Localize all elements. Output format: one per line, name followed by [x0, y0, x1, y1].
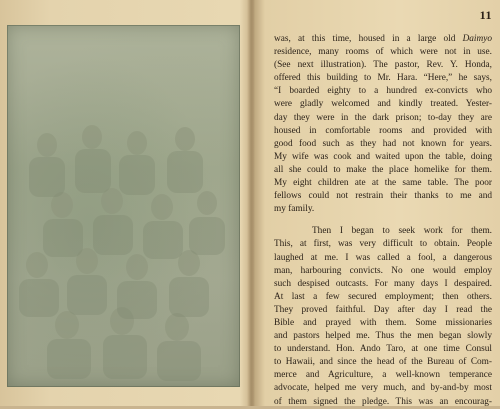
- text-line: My eight children ate at the same table. The poor: [274, 178, 492, 189]
- text-line: At last a few secured employment; then others.: [274, 291, 492, 302]
- left-page: [0, 0, 250, 406]
- text-line: of them signed the pledge. This was an encourag-: [274, 396, 492, 407]
- text-line: my family.: [274, 204, 315, 215]
- text-line: housed in comfortable rooms and provided with: [274, 125, 492, 136]
- text-line: (See next illustration). The pastor, Rev. Y. Honda,: [274, 60, 492, 71]
- right-page: [255, 0, 500, 406]
- text-line: man, harbouring convicts. No one would employ: [274, 265, 492, 276]
- text-line: day they were in the dark prison; to-day they are: [274, 112, 492, 123]
- text-line: fellows could not restrain their thanks to me and: [274, 191, 492, 202]
- text-line: and pastors helped me. Thus the men began slowly: [274, 331, 492, 342]
- book-gutter: [247, 0, 255, 406]
- paragraph-2: [274, 225, 492, 408]
- paragraph-gap: [274, 216, 492, 225]
- text-line: to Hawaii, and since the head of the Bureau of Com-: [274, 357, 492, 368]
- text-line: advocate, helped me very much, and by-and-by most: [274, 383, 492, 394]
- photo-illustration: [7, 25, 240, 387]
- paragraph-1: [274, 33, 492, 216]
- text-line: This, at first, was very difficult to obtain. People: [274, 239, 492, 250]
- italic-word: Daimyo: [462, 34, 492, 44]
- text-line: Bible and prayed with them. Some missionaries: [274, 317, 492, 328]
- text-line: residence, many rooms of which were not in use.: [274, 47, 492, 58]
- text-line: was, at this time, housed in a large old Daimyo: [274, 34, 492, 44]
- text-line: merce and Agriculture, a well-known temperance: [274, 370, 492, 381]
- text-line: “I boarded eighty to a hundred ex-convicts who: [274, 86, 492, 97]
- text-line: They proved faithful. Day after day I read the: [274, 304, 492, 315]
- text-line: all she could to make the place homelike for them.: [274, 164, 492, 175]
- text-line: Then I began to seek work for them.: [312, 226, 492, 237]
- text-line: My wife was cook and waited upon the table, doing: [274, 151, 492, 162]
- text-line: offered this building to Mr. Hara. “Here,” he says,: [274, 73, 492, 84]
- page-number: 11: [479, 8, 492, 22]
- text-line: to understand. Hon. Ando Taro, at one time Consul: [274, 344, 492, 355]
- text-line: were gladly welcomed and kindly treated. Yester-: [274, 99, 492, 110]
- text-line: such despised outcasts. For many days I despaired.: [274, 278, 492, 289]
- text-line: laughed at me. I was called a fool, a dangerous: [274, 252, 492, 263]
- body-text: [274, 33, 492, 409]
- text-line: good food such as they had not known for years.: [274, 138, 492, 149]
- faded-group-photo: [7, 25, 240, 387]
